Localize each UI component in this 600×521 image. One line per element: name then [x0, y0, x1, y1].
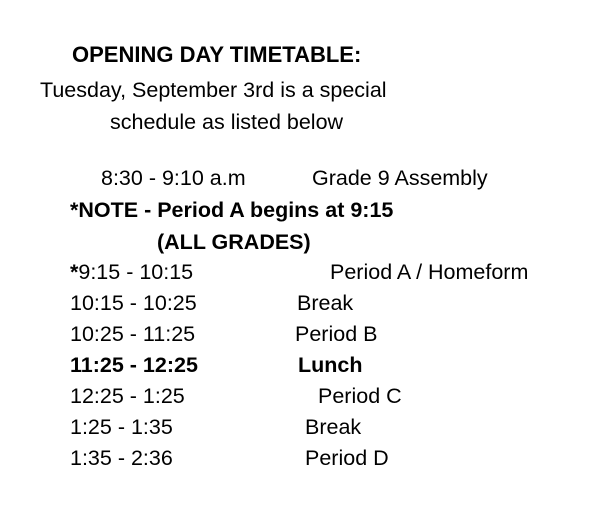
subtitle-line-1: Tuesday, September 3rd is a special [40, 78, 387, 102]
assembly-event: Grade 9 Assembly [312, 166, 488, 190]
subtitle-line-2: schedule as listed below [110, 110, 344, 134]
assembly-time: 8:30 - 9:10 a.m [101, 166, 246, 190]
schedule-row-1 [70, 262, 193, 284]
schedule-row-3-time: 10:25 - 11:25 [70, 322, 196, 346]
schedule-row-3-event: Period B [295, 322, 378, 346]
schedule-row-6-event: Break [305, 415, 362, 439]
schedule-row-4-event: Lunch [298, 353, 363, 377]
note-line-1: *NOTE - Period A begins at 9:15 [70, 198, 394, 222]
schedule-row-1-star: * [70, 260, 79, 284]
note-line-2: (ALL GRADES) [157, 230, 311, 254]
schedule-row-4-time: 11:25 - 12:25 [70, 353, 198, 377]
schedule-row-7-time: 1:35 - 2:36 [70, 446, 173, 470]
schedule-row-1-time: 9:15 - 10:15 [78, 260, 194, 284]
page-title: OPENING DAY TIMETABLE: [72, 42, 362, 67]
schedule-row-7-event: Period D [305, 446, 389, 470]
schedule-row-6-time: 1:25 - 1:35 [70, 415, 173, 439]
schedule-row-1-event: Period A / Homeform [330, 260, 529, 284]
schedule-row-2-event: Break [297, 291, 354, 315]
schedule-row-5-time: 12:25 - 1:25 [70, 384, 185, 408]
schedule-row-2-time: 10:15 - 10:25 [70, 291, 197, 315]
schedule-row-5-event: Period C [318, 384, 402, 408]
